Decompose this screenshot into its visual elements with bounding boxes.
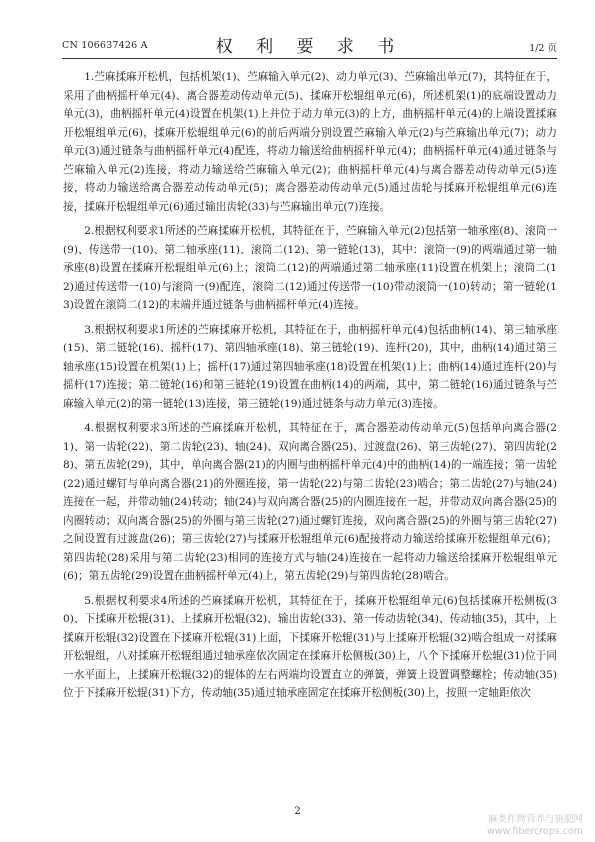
claim-1: 1.苎麻揉麻开松机，包括机架(1)、苎麻输入单元(2)、动力单元(3)、苎麻输出单元(7)，其特征在于，采用了曲柄摇杆单元(4)、离合器差动传动单元(5)、揉麻开松辊组单元(6)，所述机架(1)的底端设置动力单元(3)，曲柄摇杆单元(4)设置在机架(1)上并位于动力单元(3)的上方，曲柄摇杆单元(4)的上端设置揉麻开松辊组单元(6)，揉麻开松辊组单元(6)的前后两端分别设置苎麻输入单元(2)与苎麻输出单元(7)；动力单元(3)通过链条与曲柄摇杆单元(4)配连，将动力输送给曲柄摇杆单元(4)；曲柄摇杆单元(4)通过链条与苎麻输入单元(2)连接，将动力输送给苎麻输入单元(2)；曲柄摇杆单元(4)与离合器差动传动单元(5)连接，将动力输送给离合器差动传动单元(5)；离合器差动传动单元(5)通过齿轮与揉麻开松辊组单元(6)连接，揉麻开松辊组单元(6)通过输出齿轮(33)与苎麻输出单元(7)连接。 [63,71,557,213]
watermark [433,814,583,838]
claim-4: 4.根据权利要求3所述的苎麻揉麻开松机，其特征在于，离合器差动传动单元(5)包括单向离合器(21)、第一齿轮(22)、第二齿轮(23)、轴(24)、双向离合器(25)、过渡盘(26)、第三齿轮(27)、第四齿轮(28)、第五齿轮(29)，其中，单向离合器(21)的内圈与曲柄摇杆单元(4)中的曲柄(14)的一端连接；第一齿轮(22)通过螺钉与单向离合器(21)的外圈连接，第一齿轮(22)与第二齿轮(23)啮合；第二齿轮(27)与轴(24)连接在一起，并带动轴(24)转动；轴(24)与双向离合器(25)的内圈连接在一起，并带动双向离合器(25)的内圈转动；双向离合器(25)的外圈与第三齿轮(27)通过螺钉连接，双向离合器(25)的外圈与第三齿轮(27)之间设置有过渡盘(26)；第三齿轮(27)与揉麻开松辊组单元(6)配接将动力输送给揉麻开松辊组单元(6)；第四齿轮(28)采用与第二齿轮(23)相同的连接方式与轴(24)连接在一起将动力输送给揉麻开松辊组单元(6)；第五齿轮(29)设置在曲柄摇杆单元(4)上，第五齿轮(29)与第四齿轮(28)啮合。 [63,422,557,582]
watermark-url: www.fibercrops.com [486,826,583,837]
claim-2: 2.根据权利要求1所述的苎麻揉麻开松机，其特征在于，苎麻输入单元(2)包括第一轴承座(8)、滚筒一(9)、传送带一(10)、第二轴承座(11)、滚筒二(12)、第一链轮(13)，其中：滚筒一(9)的两端通过第一轴承座(8)设置在揉麻开松辊组单元(6)上；滚筒二(12)的两端通过第二轴承座(11)设置在机架上；滚筒二(12)通过传送带一(10)与滚筒一(9)配连，滚筒二(12)通过传送带一(10)带动滚筒一(10)转动；第一链轮(13)设置在滚筒二(12)的末端并通过链条与曲柄摇杆单元(4)连接。 [63,225,557,311]
page-number: 2 [294,806,301,817]
document-title: 权 利 要 求 书 [215,37,404,57]
claim-3: 3.根据权利要求1所述的苎麻揉麻开松机，其特征在于，曲柄摇杆单元(4)包括曲柄(14)、第三轴承座(15)、第二链轮(16)、摇杆(17)、第四轴承座(18)、第三链轮(19)、连杆(20)，其中，曲柄(14)通过第三轴承座(15)设置在机架(1)上；摇杆(17)通过第四轴承座(18)设置在机架(1)上；曲柄(14)通过连杆(20)与摇杆(17)连接；第二链轮(16)和第三链轮(19)设置在曲柄(14)的两端，其中，第二链轮(16)通过链条与苎麻输入单元(2)的第一链轮(13)连接，第三链轮(19)通过链条与动力单元(3)连接。 [63,323,557,410]
page-header [62,32,557,59]
publication-number: CN 106637426 A [62,40,148,51]
claims-body [63,68,557,709]
watermark-site-name: 麻类作物营养与施肥网 [487,814,583,825]
claim-5: 5.根据权利要求4所述的苎麻揉麻开松机，其特征在于，揉麻开松辊组单元(6)包括揉麻开松侧板(30)、下揉麻开松辊(31)、上揉麻开松辊(32)、输出齿轮(33)、第一传动齿轮(34)、传动轴(35)，其中，上揉麻开松辊(32)设置在下揉麻开松辊(31)上面，下揉麻开松辊(31)与上揉麻开松辊(32)啮合组成一对揉麻开松辊组，八对揉麻开松辊组通过轴承座依次固定在揉麻开松侧板(30)上，八个下揉麻开松辊(31)位于同一水平面上，上揉麻开松辊(32)的辊体的左右两端均设置直立的弹簧，弹簧上设置调整螺栓；传动轴(35)位于下揉麻开松辊(31)下方，传动轴(35)通过轴承座固定在揉麻开松侧板(30)上，按照一定轴距依次 [63,594,557,699]
page-count: 1/2 页 [529,43,557,54]
